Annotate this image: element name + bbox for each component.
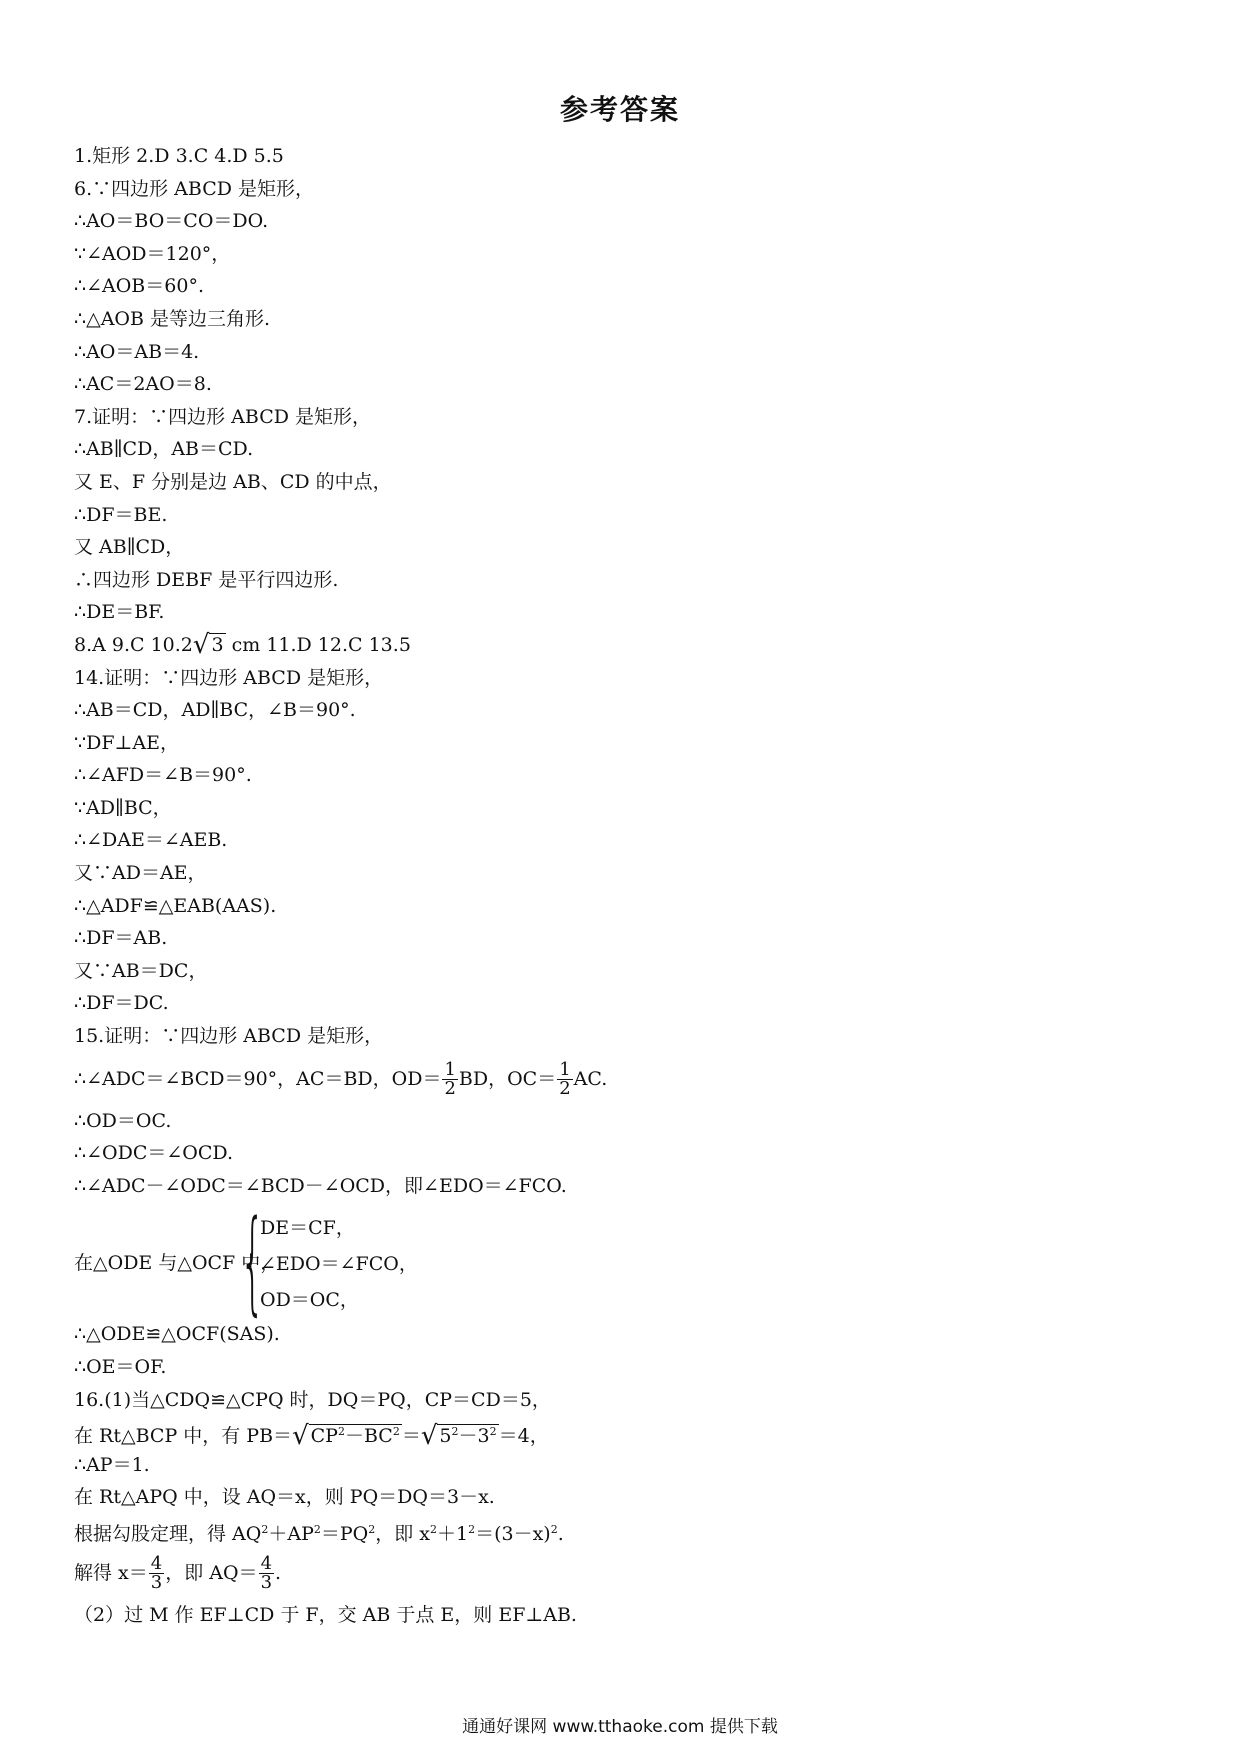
- exponent: 2: [337, 1425, 345, 1439]
- answer-line: ∴△ODE≌△OCF(SAS).: [74, 1323, 280, 1346]
- fraction-numerator: 1: [444, 1059, 456, 1081]
- text-segment: ＝(3－x): [475, 1522, 551, 1545]
- exponent: 2: [392, 1425, 400, 1439]
- answer-line: 16.(1)当△CDQ≌△CPQ 时，DQ＝PQ，CP＝CD＝5，: [74, 1388, 551, 1411]
- text-segment: .: [275, 1561, 282, 1584]
- equation-system: [74, 1197, 1174, 1328]
- answer-line: 1.矩形 2.D 3.C 4.D 5.5: [74, 145, 284, 167]
- answer-line: ∴∠DAE＝∠AEB.: [74, 829, 228, 852]
- answer-line: ∴DF＝DC.: [74, 992, 169, 1015]
- radicand: [309, 1424, 402, 1447]
- answer-line: ∴△AOB 是等边三角形.: [74, 307, 271, 330]
- answer-line: 6.∵四边形 ABCD 是矩形，: [74, 177, 315, 200]
- answer-line: ∵∠AOD＝120°，: [74, 242, 231, 265]
- exponent: 2: [368, 1522, 376, 1536]
- text-segment: 根据勾股定理，得 AQ: [74, 1522, 262, 1545]
- answer-line: ∴OD＝OC.: [74, 1109, 172, 1132]
- radicand-part: 5: [439, 1425, 452, 1448]
- answer-line: 15.证明：∵四边形 ABCD 是矩形，: [74, 1025, 384, 1048]
- exponent: 2: [468, 1522, 476, 1536]
- system-lead-text: 在△ODE 与△OCF 中，: [74, 1252, 280, 1275]
- system-condition: ∠EDO＝∠FCO，: [260, 1253, 418, 1276]
- fraction: [149, 1555, 164, 1592]
- fraction: [259, 1555, 274, 1592]
- answer-line: 14.证明：∵四边形 ABCD 是矩形，: [74, 666, 384, 689]
- system-condition: DE＝CF，: [260, 1217, 355, 1240]
- text-segment: ＝PQ: [320, 1522, 369, 1545]
- radical-sign: √: [420, 1421, 438, 1452]
- answer-line: ∴AO＝BO＝CO＝DO.: [74, 210, 269, 233]
- radicand-part: －BC: [344, 1425, 393, 1448]
- fraction-denominator: 3: [260, 1572, 273, 1594]
- answer-line: ∴DF＝AB.: [74, 927, 168, 950]
- answer-line: ∴DE＝BF.: [74, 601, 165, 624]
- text-segment: ＝: [401, 1425, 421, 1448]
- radicand: 3: [211, 633, 224, 656]
- answer-line: 又 AB∥CD，: [74, 536, 185, 559]
- radical-sign: √: [292, 1421, 309, 1452]
- answer-line: （2）过 M 作 EF⊥CD 于 F，交 AB 于点 E，则 EF⊥AB.: [74, 1603, 577, 1626]
- page-title: 参考答案: [559, 93, 680, 126]
- answer-line: ∴△ADF≌△EAB(AAS).: [74, 894, 277, 917]
- answer-line: [74, 1416, 1174, 1452]
- answer-line: ∵AD∥BC，: [74, 796, 172, 819]
- answer-line: ∴AB∥CD，AB＝CD.: [74, 438, 254, 461]
- fraction: [442, 1061, 457, 1098]
- text-segment: 8.A 9.C 10.2: [74, 633, 193, 656]
- answer-line: ∴∠ADC－∠ODC＝∠BCD－∠OCD，即∠EDO＝∠FCO.: [74, 1174, 567, 1197]
- text-segment: 解得 x＝: [74, 1561, 148, 1584]
- answer-line: 又 E、F 分别是边 AB、CD 的中点，: [74, 470, 392, 493]
- answer-line: ∴DF＝BE.: [74, 503, 168, 526]
- answer-line: [74, 629, 1174, 662]
- fraction-numerator: 1: [559, 1059, 571, 1081]
- answer-line: 在 Rt△APQ 中，设 AQ＝x，则 PQ＝DQ＝3－x.: [74, 1486, 495, 1509]
- answer-line: ∴AB＝CD，AD∥BC，∠B＝90°.: [74, 699, 356, 722]
- answer-line: ∴AO＝AB＝4.: [74, 340, 200, 363]
- exponent: 2: [489, 1425, 497, 1439]
- fraction-numerator: 4: [150, 1553, 163, 1575]
- answer-line: ∴四边形 DEBF 是平行四边形.: [74, 568, 339, 591]
- sqrt-expression: [193, 629, 226, 662]
- text-segment: BD，OC＝: [458, 1067, 557, 1090]
- text-segment: ，即 AQ＝: [165, 1561, 258, 1584]
- answer-line: ∴∠AFD＝∠B＝90°.: [74, 764, 252, 787]
- sqrt-expression: [292, 1416, 402, 1453]
- answer-body: [74, 140, 1174, 1631]
- fraction-denominator: 2: [444, 1078, 456, 1100]
- fraction: [557, 1061, 572, 1098]
- fraction-denominator: 2: [559, 1078, 571, 1100]
- exponent: 2: [550, 1522, 558, 1536]
- answer-line: ∴OE＝OF.: [74, 1356, 167, 1378]
- radicand: [437, 1424, 498, 1447]
- answer-line: ∵DF⊥AE，: [74, 731, 179, 754]
- exponent: 2: [451, 1425, 459, 1439]
- answer-line: 7.证明：∵四边形 ABCD 是矩形，: [74, 405, 372, 428]
- exponent: 2: [261, 1522, 269, 1536]
- fraction-numerator: 4: [260, 1553, 273, 1575]
- answer-line: ∴AP＝1.: [74, 1453, 150, 1476]
- answer-line: ∴∠AOB＝60°.: [74, 275, 204, 298]
- text-segment: ＋AP: [268, 1522, 314, 1545]
- exponent: 2: [430, 1522, 437, 1536]
- answer-line: ∴∠ODC＝∠OCD.: [74, 1142, 233, 1165]
- radicand-part: CP: [310, 1425, 338, 1448]
- answer-line: 又∵AD＝AE，: [74, 862, 207, 885]
- answer-line: [74, 1547, 1174, 1599]
- sqrt-expression: [421, 1416, 499, 1453]
- text-segment: ＋1: [437, 1522, 469, 1545]
- fraction-denominator: 3: [150, 1572, 163, 1594]
- radical-sign: √: [192, 629, 210, 660]
- answer-line: 又∵AB＝DC，: [74, 959, 208, 982]
- text-segment: cm 11.D 12.C 13.5: [225, 633, 411, 656]
- answer-line: [74, 1514, 1174, 1547]
- system-condition: OD＝OC，: [260, 1289, 359, 1312]
- text-segment: ＝4，: [498, 1425, 549, 1448]
- answer-line: [74, 1053, 1174, 1105]
- left-brace: {: [240, 1197, 265, 1328]
- text-segment: .: [557, 1522, 564, 1545]
- answer-line: ∴AC＝2AO＝8.: [74, 373, 212, 396]
- system-conditions: [260, 1210, 418, 1318]
- text-segment: 在 Rt△BCP 中，有 PB＝: [74, 1425, 293, 1448]
- text-segment: ，即 x: [375, 1522, 430, 1545]
- radicand-part: －3: [458, 1425, 490, 1448]
- page-footer: 通通好课网 www.tthaoke.com 提供下载: [462, 1717, 778, 1737]
- text-segment: ∴∠ADC＝∠BCD＝90°，AC＝BD，OD＝: [74, 1067, 442, 1090]
- text-segment: AC.: [573, 1067, 608, 1090]
- exponent: 2: [313, 1522, 321, 1536]
